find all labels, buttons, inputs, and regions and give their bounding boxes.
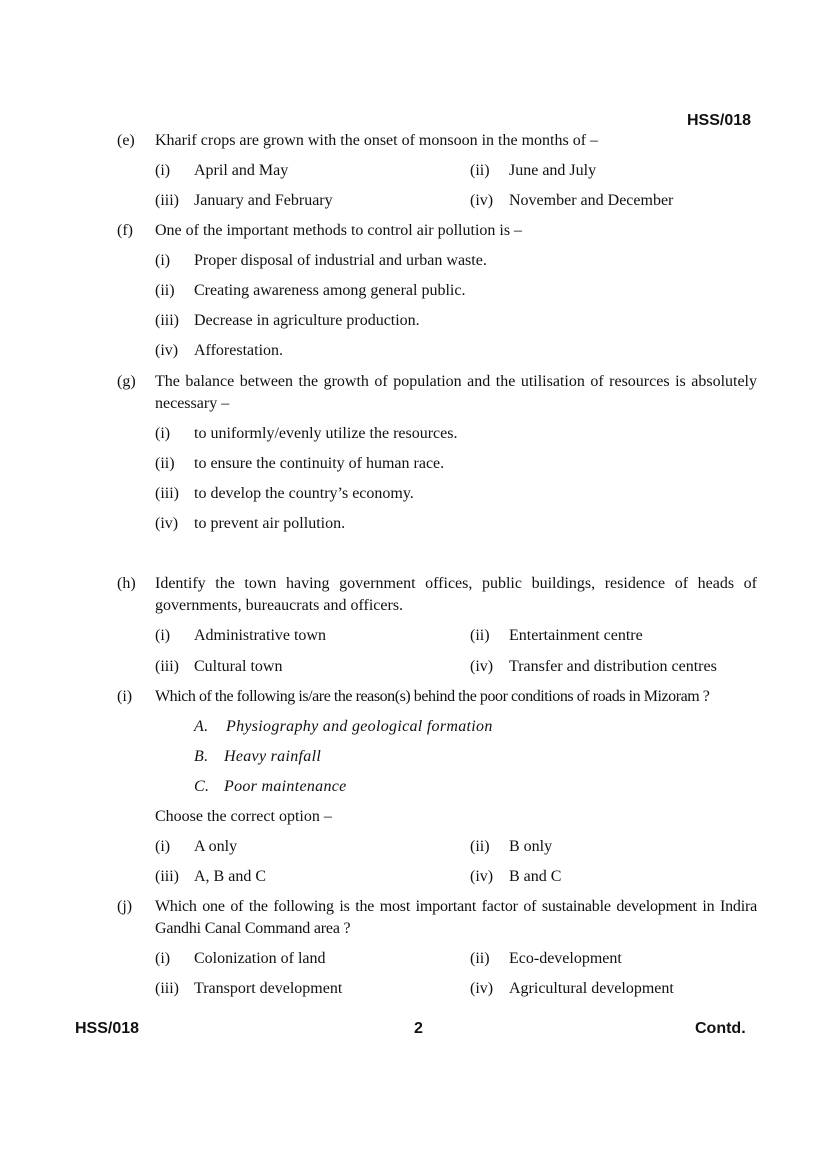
option-text: Administrative town bbox=[194, 627, 326, 644]
header-paper-code: HSS/018 bbox=[687, 112, 752, 129]
option-text: B only bbox=[509, 838, 553, 855]
option-label: (ii) bbox=[470, 627, 490, 644]
option-text: Entertainment centre bbox=[509, 627, 643, 644]
question-text: Kharif crops are grown with the onset of monsoon in the months of – bbox=[155, 132, 599, 149]
statement-text: Physiography and geological formation bbox=[226, 718, 493, 735]
option-label: (iii) bbox=[155, 980, 179, 997]
question-text: Identify the town having government offices, public buildings, residence of heads of governments, bureaucrats and officers. bbox=[155, 575, 757, 614]
option-label: (iv) bbox=[470, 868, 494, 885]
option-text: Agricultural development bbox=[509, 980, 674, 997]
option-text: Decrease in agriculture production. bbox=[194, 312, 420, 329]
option-label: (i) bbox=[155, 838, 171, 855]
statement-label: C. bbox=[194, 778, 210, 795]
option-text: to ensure the continuity of human race. bbox=[194, 455, 445, 472]
option-text: B and C bbox=[509, 868, 562, 885]
option-label: (ii) bbox=[155, 455, 175, 472]
option-label: (i) bbox=[155, 627, 171, 644]
option-text: Eco-development bbox=[509, 950, 622, 967]
footer-paper-code: HSS/018 bbox=[75, 1020, 140, 1037]
question-label: (j) bbox=[117, 898, 133, 915]
option-label: (iii) bbox=[155, 868, 179, 885]
option-label: (iii) bbox=[155, 485, 179, 502]
question-text: The balance between the growth of population and the utilisation of resources is absolutely necessary – bbox=[155, 373, 757, 412]
option-label: (i) bbox=[155, 950, 171, 967]
option-label: (iv) bbox=[155, 342, 179, 359]
statement-text: Heavy rainfall bbox=[224, 748, 322, 765]
option-label: (iii) bbox=[155, 658, 179, 675]
option-text: Transport development bbox=[194, 980, 343, 997]
choose-instruction: Choose the correct option – bbox=[155, 808, 332, 825]
question-text: One of the important methods to control air pollution is – bbox=[155, 222, 523, 239]
option-text: to develop the country’s economy. bbox=[194, 485, 414, 502]
option-label: (ii) bbox=[155, 282, 175, 299]
option-text: to uniformly/evenly utilize the resources. bbox=[194, 425, 458, 442]
option-label: (ii) bbox=[470, 162, 490, 179]
option-label: (iv) bbox=[470, 192, 494, 209]
question-label: (i) bbox=[117, 688, 133, 705]
option-text: Afforestation. bbox=[194, 342, 284, 359]
option-text: Proper disposal of industrial and urban waste. bbox=[194, 252, 487, 269]
statement-label: A. bbox=[194, 718, 209, 735]
option-label: (i) bbox=[155, 162, 171, 179]
option-text: Colonization of land bbox=[194, 950, 326, 967]
option-label: (iv) bbox=[470, 980, 494, 997]
option-text: A, B and C bbox=[194, 868, 266, 885]
statement-label: B. bbox=[194, 748, 209, 765]
question-label: (g) bbox=[117, 373, 136, 390]
option-label: (i) bbox=[155, 425, 171, 442]
question-text: Which of the following is/are the reason(s) behind the poor conditions of roads in Mizoram ? bbox=[155, 688, 710, 705]
page-number: 2 bbox=[414, 1020, 423, 1037]
question-label: (f) bbox=[117, 222, 133, 239]
option-label: (ii) bbox=[470, 838, 490, 855]
option-label: (iii) bbox=[155, 192, 179, 209]
option-text: A only bbox=[194, 838, 238, 855]
option-text: April and May bbox=[194, 162, 289, 179]
option-text: to prevent air pollution. bbox=[194, 515, 346, 532]
continued-label: Contd. bbox=[695, 1020, 746, 1037]
option-label: (iii) bbox=[155, 312, 179, 329]
option-label: (iv) bbox=[470, 658, 494, 675]
option-label: (i) bbox=[155, 252, 171, 269]
statement-text: Poor maintenance bbox=[224, 778, 347, 795]
option-label: (ii) bbox=[470, 950, 490, 967]
question-text: Which one of the following is the most important factor of sustainable development in Indira Gandhi Canal Command area ? bbox=[155, 898, 757, 937]
option-text: November and December bbox=[509, 192, 674, 209]
question-label: (e) bbox=[117, 132, 135, 149]
option-text: Creating awareness among general public. bbox=[194, 282, 466, 299]
option-label: (iv) bbox=[155, 515, 179, 532]
option-text: Transfer and distribution centres bbox=[509, 658, 717, 675]
option-text: January and February bbox=[194, 192, 333, 209]
option-text: June and July bbox=[509, 162, 597, 179]
option-text: Cultural town bbox=[194, 658, 283, 675]
question-label: (h) bbox=[117, 575, 136, 592]
